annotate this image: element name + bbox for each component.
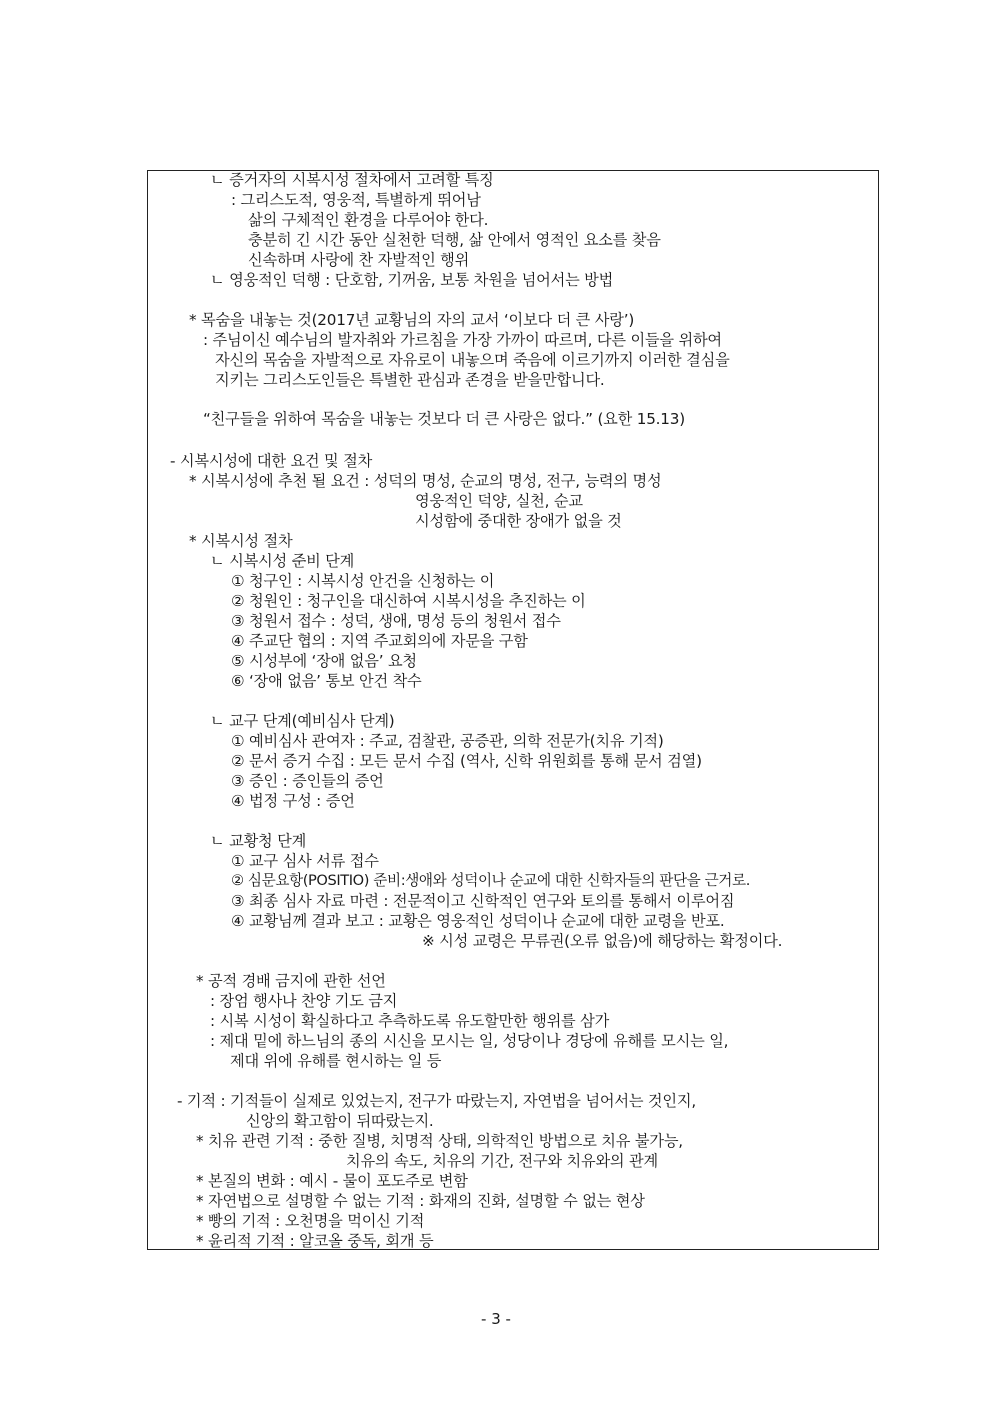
list-item: ③ 청원서 접수 : 성덕, 생애, 명성 등의 청원서 접수 [231, 612, 561, 630]
section-heading: - 시복시성에 대한 요건 및 절차 [170, 452, 373, 470]
list-item: ④ 주교단 협의 : 지역 주교회의에 자문을 구함 [231, 632, 528, 650]
text-line: * 시복시성 절차 [189, 532, 293, 550]
list-item: ① 교구 심사 서류 접수 [231, 852, 379, 870]
text-line: * 본질의 변화 : 예시 - 물이 포도주로 변함 [196, 1172, 468, 1190]
text-line: : 시복 시성이 확실하다고 추측하도록 유도할만한 행위를 삼가 [210, 1012, 610, 1030]
text-line: 충분히 긴 시간 동안 실천한 덕행, 삶 안에서 영적인 요소를 찾음 [248, 231, 661, 249]
text-line: 치유의 속도, 치유의 기간, 전구와 치유와의 관계 [346, 1152, 658, 1170]
list-item: ④ 법정 구성 : 증언 [231, 792, 355, 810]
text-line: 지키는 그리스도인들은 특별한 관심과 존경을 받을만합니다. [215, 371, 605, 389]
text-line: 자신의 목숨을 자발적으로 자유로이 내놓으며 죽음에 이르기까지 이러한 결심을 [215, 351, 730, 369]
page-number: - 3 - [481, 1310, 511, 1328]
list-item: ⑥ ‘장애 없음’ 통보 안건 착수 [231, 672, 422, 690]
text-line: 삶의 구체적인 환경을 다루어야 한다. [248, 211, 489, 229]
text-line: * 빵의 기적 : 오천명을 먹이신 기적 [196, 1212, 425, 1230]
text-line: : 제대 밑에 하느님의 종의 시신을 모시는 일, 성당이나 경당에 유해를 모시는 일, [210, 1032, 729, 1050]
list-item: ② 심문요항(POSITIO) 준비:생애와 성덕이나 순교에 대한 신학자들의 판단을 근거로. [231, 872, 750, 889]
list-item: ② 문서 증거 수집 : 모든 문서 수집 (역사, 신학 위원회를 통해 문서 검열) [231, 752, 702, 770]
list-item: ① 청구인 : 시복시성 안건을 신청하는 이 [231, 572, 495, 590]
list-item: ① 예비심사 관여자 : 주교, 검찰관, 공증관, 의학 전문가(치유 기적) [231, 732, 664, 750]
text-line: ㄴ 증거자의 시복시성 절차에서 고려할 특징 [210, 171, 494, 189]
note-line: ※ 시성 교령은 무류권(오류 없음)에 해당하는 확정이다. [422, 932, 783, 950]
text-line: ㄴ 시복시성 준비 단계 [210, 552, 355, 570]
text-line: ㄴ 교구 단계(예비심사 단계) [210, 712, 395, 730]
text-line: : 장엄 행사나 찬양 기도 금지 [210, 992, 398, 1010]
text-line: * 시복시성에 추천 될 요건 : 성덕의 명성, 순교의 명성, 전구, 능력의 명성 [189, 472, 662, 490]
list-item: ③ 증인 : 증인들의 증언 [231, 772, 384, 790]
list-item: ④ 교황님께 결과 보고 : 교황은 영웅적인 성덕이나 순교에 대한 교령을 반포. [231, 912, 725, 930]
text-line: ㄴ 교황청 단계 [210, 832, 307, 850]
list-item: ⑤ 시성부에 ‘장애 없음’ 요청 [231, 652, 417, 670]
quote-line: “친구들을 위하여 목숨을 내놓는 것보다 더 큰 사랑은 없다.” (요한 15.13) [203, 410, 685, 428]
section-heading: - 기적 : 기적들이 실제로 있었는지, 전구가 따랐는지, 자연법을 넘어서는 것인지, [177, 1092, 696, 1110]
text-line: 신속하며 사랑에 찬 자발적인 행위 [248, 251, 470, 269]
text-line: : 주님이신 예수님의 발자취와 가르침을 가장 가까이 따르며, 다른 이들을 위하여 [203, 331, 722, 349]
text-line: * 윤리적 기적 : 알코올 중독, 회개 등 [196, 1232, 434, 1250]
text-line: 시성함에 중대한 장애가 없을 것 [415, 512, 622, 530]
text-line: * 치유 관련 기적 : 중한 질병, 치명적 상태, 의학적인 방법으로 치유 불가능, [196, 1132, 683, 1150]
list-item: ③ 최종 심사 자료 마련 : 전문적이고 신학적인 연구와 토의를 통해서 이루어짐 [231, 892, 735, 910]
text-line: * 목숨을 내놓는 것(2017년 교황님의 자의 교서 ‘이보다 더 큰 사랑’) [189, 311, 635, 329]
text-line: ㄴ 영웅적인 덕행 : 단호함, 기꺼움, 보통 차원을 넘어서는 방법 [210, 271, 614, 289]
text-line: 제대 위에 유해를 현시하는 일 등 [230, 1052, 442, 1070]
text-line: * 자연법으로 설명할 수 없는 기적 : 화재의 진화, 설명할 수 없는 현상 [196, 1192, 645, 1210]
text-line: * 공적 경배 금지에 관한 선언 [196, 972, 386, 990]
text-line: 영웅적인 덕양, 실천, 순교 [415, 492, 583, 510]
text-line: : 그리스도적, 영웅적, 특별하게 뛰어남 [231, 191, 481, 209]
list-item: ② 청원인 : 청구인을 대신하여 시복시성을 추진하는 이 [231, 592, 586, 610]
text-line: 신앙의 확고함이 뒤따랐는지. [246, 1112, 434, 1130]
